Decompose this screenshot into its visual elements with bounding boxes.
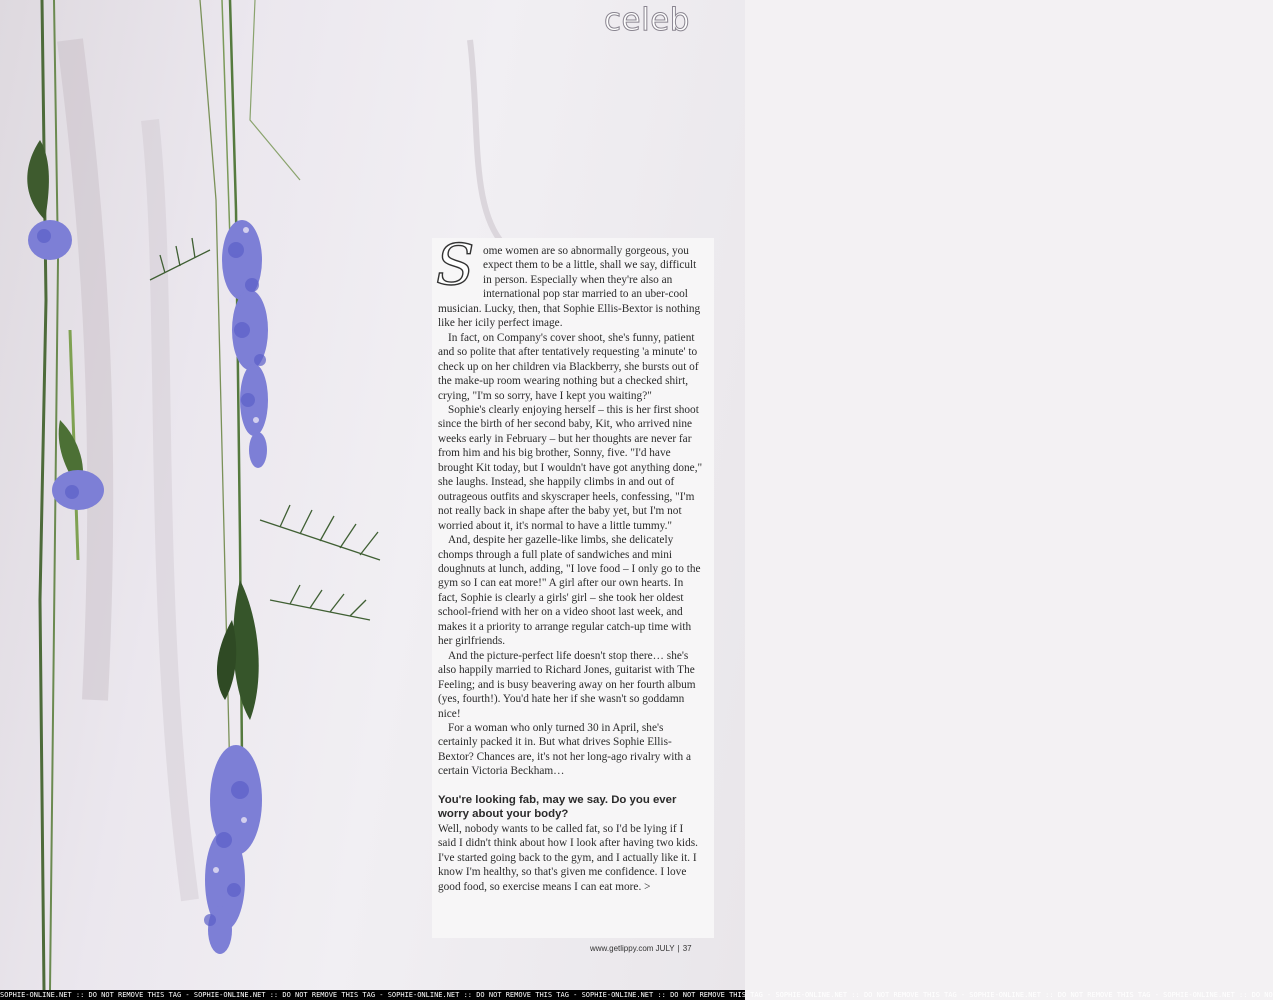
footer-month: JULY	[655, 944, 675, 953]
page-footer	[590, 944, 692, 953]
page-number: 37	[682, 944, 692, 953]
interview-question: You're looking fab, may we say. Do you ever worry about your body?	[438, 793, 677, 821]
article-paragraph: For a woman who only turned 30 in April, she's certainly packed it in. But what drives Sophie Ellis-Bextor? Chances are, it's not her long-ago rivalry with a certain Victoria Beckham…	[438, 721, 691, 778]
interview-answer: Well, nobody wants to be called fat, so I'd be lying if I said I didn't think about how I look after having two kids. I've started going back to the gym, and I actually like it. I know I'm healthy, so that's given me confidence. I love good food, so exercise means I can eat more. >	[438, 822, 698, 893]
article-paragraph: Some women are so abnormally gorgeous, you expect them to be a little, shall we say, difficult in person. Especially when they're also an international pop star married to an uber-cool musician. Lucky, then, that Sophie Ellis-Bextor is nothing like her icily perfect image.	[436, 233, 701, 330]
article-paragraph: Sophie's clearly enjoying herself – this is her first shoot since the birth of her second baby, Kit, who arrived nine weeks early in February – but her thoughts are never far from him and his big brother, Sonny, five. "I'd have brought Kit today, but I wouldn't have got anything done," she laughs. Instead, she happily climbs in and out of outrageous outfits and skyscraper heels, confessing, "I'm not really back in shape after the baby yet, but I'm not worried about it, it's normal to have a little tummy."	[438, 403, 703, 532]
dropcap: S	[436, 233, 475, 298]
footer-site: www.getlippy.com	[590, 944, 654, 953]
watermark-banner: SOPHIE-ONLINE.NET :: DO NOT REMOVE THIS TAG - SOPHIE-ONLINE.NET :: DO NOT REMOVE THIS TAG - SOPHIE-ONLINE.NET :: DO NOT REMOVE THIS TAG - SOPHIE-ONLINE.NET :: DO NOT REMOVE THIS TAG - SOPHIE-ONLINE.NET :: DO NOT REMOVE THIS TAG - SOPHIE-ONLINE.NET :: DO NOT REMOVE THIS TAG - SOPHIE-ONLINE.NET :: DO NO	[0, 991, 1273, 999]
article-body	[432, 233, 714, 938]
footer-divider: |	[677, 944, 680, 953]
article-paragraph: In fact, on Company's cover shoot, she's funny, patient and so polite that after tentatively requesting 'a minute' to check up on her children via Blackberry, she bursts out of the make-up room wearing nothing but a checked shirt, crying, "I'm so sorry, have I kept you waiting?"	[438, 331, 699, 402]
article-paragraph: And, despite her gazelle-like limbs, she delicately chomps through a full plate of sandwiches and mini doughnuts at lunch, adding, "I love food – I only go to the gym so I can eat more!" A girl after our own hearts. In fact, Sophie is clearly a girls' girl – she took her oldest school-friend with her on a video shoot last week, and makes it a priority to arrange regular catch-up time with her girlfriends.	[438, 534, 701, 648]
article-paragraph: And the picture-perfect life doesn't stop there… she's also happily married to Richard Jones, guitarist with The Feeling; and is busy beavering away on her fourth album (yes, fourth!). You'd hate her if she wasn't so goddamn nice!	[438, 649, 696, 720]
section-label: celeb	[604, 2, 690, 38]
